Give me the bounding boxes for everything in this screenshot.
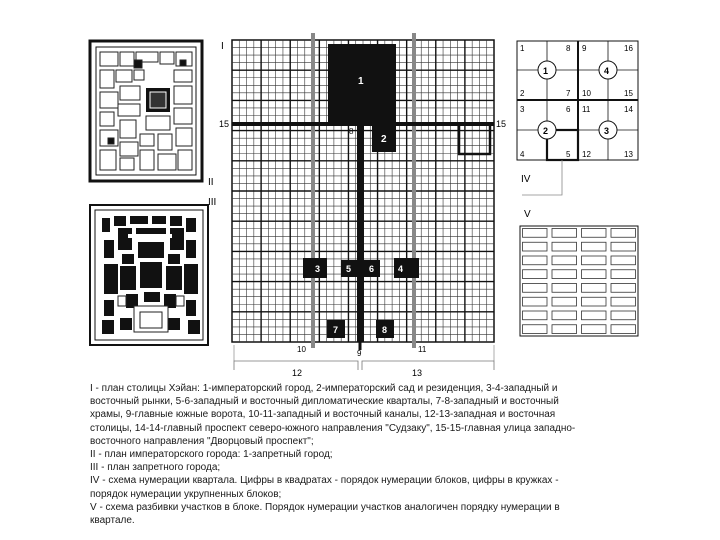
building [122,254,134,264]
building [144,292,160,302]
building [170,216,182,226]
caption-line: V - схема разбивки участков в блоке. Порядок нумерации участков аналогичен порядку нумерации в [90,501,560,513]
cell-num: 16 [624,44,633,53]
caption-line: IV - схема нумерации квартала. Цифры в квадратах - порядок нумерации блоков, цифры в кружках - [90,475,559,487]
marker-7: 7 [333,325,339,335]
building [120,266,136,290]
plot-cell [611,242,636,251]
plot-cell [552,229,577,238]
building [108,138,114,144]
plot-cell [582,242,607,251]
caption-line: восточного направления "Дворцовый проспект"; [90,435,314,447]
building [186,300,196,316]
building-outline [118,296,126,306]
figure-caption [90,382,650,527]
plot-cell [523,242,548,251]
cell-num: 2 [520,89,525,98]
plot-cell [523,256,548,265]
circle-1: 1 [543,66,549,76]
plot-cell [523,325,548,334]
plot-cell [611,229,636,238]
building [120,318,132,330]
building [134,60,142,68]
building [188,320,200,334]
cell-num: 10 [582,89,591,98]
plot-cell [611,270,636,279]
plot-cell [611,284,636,293]
cell-num: 14 [624,105,633,114]
imperial-city-plan [90,41,202,181]
plot-cell [611,325,636,334]
building [104,240,114,258]
plot-cell [523,229,548,238]
caption-line: II - план императорского города: 1-запретный город; [90,449,333,461]
marker-9: 9 [357,349,362,358]
block-subdivision-scheme [520,226,638,336]
marker-4: 4 [398,264,404,274]
plot-cell [523,270,548,279]
quarter-numbering-scheme [517,41,638,195]
building [170,228,184,250]
building [168,318,180,330]
label-v: V [524,209,531,220]
suzaku-avenue [357,124,364,342]
plot-cell [611,297,636,306]
plot-cell [552,270,577,279]
cell-num: 12 [582,150,591,159]
marker-10: 10 [297,345,306,354]
caption-line: столицы, 14-14-главный проспект северо-южного направления "Судзаку", 15-15-главная улица западно- [90,422,576,434]
plot-cell [552,325,577,334]
plot-cell [611,256,636,265]
building [104,264,118,294]
building-outline [176,296,184,306]
building [102,218,110,232]
plot-cell [552,297,577,306]
plot-cell [523,284,548,293]
building [168,254,180,264]
marker-6: 6 [369,264,375,274]
marker-avenue: 8 [349,127,354,136]
cell-num: 13 [624,150,633,159]
building [114,216,126,226]
building [166,266,182,290]
plot-cell [582,284,607,293]
caption-line: квартале. [90,515,135,527]
plot-cell [552,311,577,320]
cell-num: 3 [520,105,525,114]
building [102,320,114,334]
caption-line: восточный рынки, 5-6-западный и восточный дипломатические кварталы, 7-8-западный и восточный [90,396,559,408]
marker-1: 1 [358,76,364,87]
marker-11: 11 [418,345,427,354]
street-label-left: 15 [219,119,230,129]
label-iv: IV [521,174,531,185]
label-ii: II [208,177,214,188]
marker-2: 2 [381,134,387,145]
marker-8: 8 [382,325,388,335]
plot-cell [582,256,607,265]
marker-5: 5 [346,264,352,274]
label-i: I [221,41,224,52]
caption-line: порядок нумерации укрупненных блоков; [90,488,282,500]
plot-cell [582,270,607,279]
building [130,216,148,224]
caption-line: I - план столицы Хэйан: 1-императорский город, 2-императорский сад и резиденция, 3-4-западный и [90,383,558,394]
plot-cell [582,325,607,334]
building [104,300,114,316]
forbidden-city-plan [90,205,208,345]
cell-num: 6 [566,105,571,114]
circle-4: 4 [604,66,610,76]
plot-cell [552,284,577,293]
marker-13: 13 [412,368,423,378]
circle-2: 2 [543,126,549,136]
cell-num: 1 [520,44,525,53]
cell-num: 11 [582,105,591,114]
plot-cell [582,297,607,306]
plot-cell [523,297,548,306]
street-label-right: 15 [496,119,507,129]
plot-cell [582,229,607,238]
building [138,242,164,258]
cell-num: 9 [582,44,587,53]
building [152,216,166,224]
building [184,264,198,294]
courtyard [128,234,172,238]
building-outline [140,312,162,328]
circle-3: 3 [604,126,610,136]
building [186,240,196,258]
caption-line: храмы, 9-главные южные ворота, 10-11-западный и восточный каналы, 12-13-западная и восточная [90,409,556,421]
plot-cell [552,242,577,251]
marker-12: 12 [292,368,303,378]
plot-cell [611,311,636,320]
building [186,218,196,232]
building [180,60,186,66]
marker-3: 3 [315,264,321,274]
cell-num: 8 [566,44,571,53]
building [140,262,162,288]
cell-num: 15 [624,89,633,98]
plot-cell [552,256,577,265]
cell-num: 5 [566,150,571,159]
label-iii: III [208,197,217,208]
cell-num: 7 [566,89,571,98]
caption-line: III - план запретного города; [90,462,221,474]
plot-cell [523,311,548,320]
building [118,228,132,250]
cell-num: 4 [520,150,525,159]
plot-cell [582,311,607,320]
